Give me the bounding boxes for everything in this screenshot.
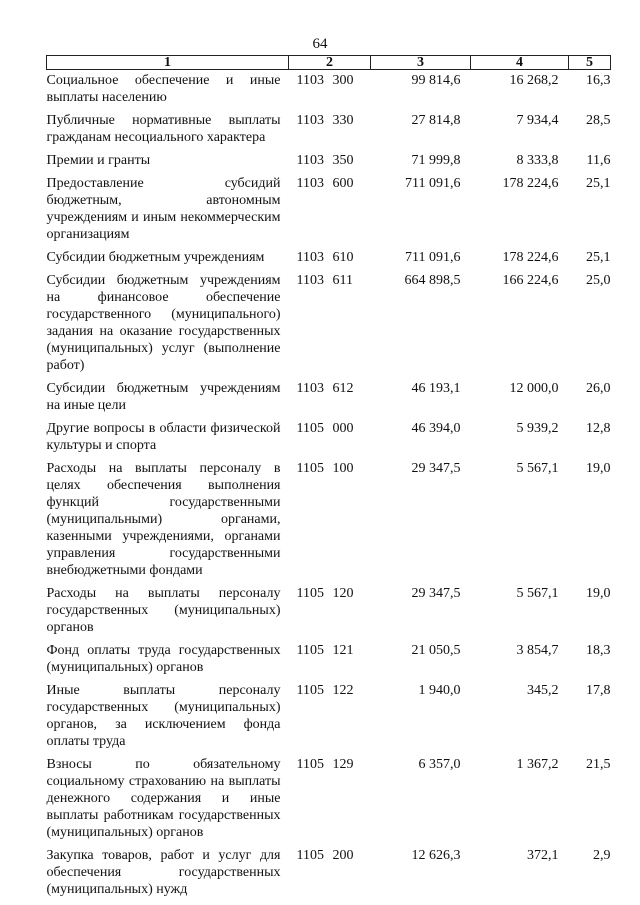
row-executed: 7 934,4 bbox=[516, 113, 559, 128]
row-code bbox=[289, 847, 371, 898]
row-percent: 25,1 bbox=[586, 176, 611, 191]
row-name: Взносы по обязательному социальному страхованию на выплаты денежного содержания и иные выплаты работникам государственных (муниципальных) органов bbox=[46, 757, 281, 840]
column-header-3: 3 bbox=[371, 56, 471, 70]
row-section: 1103 bbox=[296, 153, 324, 168]
row-section: 1103 bbox=[296, 250, 324, 265]
row-planned: 46 193,1 bbox=[411, 381, 461, 396]
row-section: 1103 bbox=[296, 113, 324, 128]
row-planned: 46 394,0 bbox=[411, 421, 461, 436]
row-percent: 25,0 bbox=[586, 273, 611, 288]
table-row bbox=[47, 70, 611, 113]
row-executed: 1 367,2 bbox=[516, 757, 559, 772]
row-section: 1103 bbox=[296, 73, 324, 88]
row-planned: 71 999,8 bbox=[411, 153, 461, 168]
row-planned: 99 814,6 bbox=[411, 73, 461, 88]
row-section: 1105 bbox=[296, 461, 324, 476]
row-executed: 372,1 bbox=[527, 848, 559, 863]
row-section: 1105 bbox=[296, 757, 324, 772]
row-name: Фонд оплаты труда государственных (муниципальных) органов bbox=[46, 643, 281, 675]
row-percent: 28,5 bbox=[586, 113, 611, 128]
table-row bbox=[47, 682, 611, 756]
table-row bbox=[47, 380, 611, 420]
row-expense-code: 129 bbox=[332, 757, 354, 772]
row-expense-code: 121 bbox=[332, 643, 354, 658]
row-code bbox=[289, 682, 371, 756]
row-code bbox=[289, 249, 371, 272]
row-percent: 11,6 bbox=[586, 153, 611, 168]
row-percent: 17,8 bbox=[586, 683, 611, 698]
row-expense-code: 600 bbox=[332, 176, 354, 191]
row-name: Расходы на выплаты персоналу в целях обеспечения выполнения функций государственными (муниципальными) органами, казенными учреждениями, органами управления государственными внебюджетными фондами bbox=[46, 461, 281, 578]
row-percent: 18,3 bbox=[586, 643, 611, 658]
table-row bbox=[47, 847, 611, 898]
row-code bbox=[289, 70, 371, 113]
row-planned: 664 898,5 bbox=[404, 273, 461, 288]
row-planned: 711 091,6 bbox=[405, 176, 461, 191]
table-row bbox=[47, 249, 611, 272]
row-planned: 29 347,5 bbox=[411, 461, 461, 476]
column-header-4: 4 bbox=[471, 56, 569, 70]
row-expense-code: 610 bbox=[332, 250, 354, 265]
row-expense-code: 100 bbox=[332, 461, 354, 476]
table-row bbox=[47, 152, 611, 175]
row-code bbox=[289, 272, 371, 380]
row-percent: 21,5 bbox=[586, 757, 611, 772]
row-planned: 12 626,3 bbox=[411, 848, 461, 863]
column-header-5: 5 bbox=[569, 56, 611, 70]
row-expense-code: 200 bbox=[332, 848, 354, 863]
page-number: 64 bbox=[312, 36, 328, 52]
row-expense-code: 611 bbox=[332, 273, 353, 288]
row-executed: 166 224,6 bbox=[502, 273, 559, 288]
row-executed: 3 854,7 bbox=[516, 643, 559, 658]
row-section: 1105 bbox=[296, 643, 324, 658]
row-name: Субсидии бюджетным учреждениям bbox=[46, 250, 265, 265]
column-header-1: 1 bbox=[47, 56, 289, 70]
row-executed: 178 224,6 bbox=[502, 176, 559, 191]
row-code bbox=[289, 460, 371, 585]
row-code bbox=[289, 585, 371, 642]
row-section: 1103 bbox=[296, 273, 324, 288]
row-code bbox=[289, 380, 371, 420]
row-expense-code: 122 bbox=[332, 683, 354, 698]
row-name: Субсидии бюджетным учреждениям на иные цели bbox=[46, 381, 281, 413]
table-row bbox=[47, 585, 611, 642]
row-section: 1105 bbox=[296, 848, 324, 863]
row-executed: 12 000,0 bbox=[509, 381, 559, 396]
row-name: Расходы на выплаты персоналу государственных (муниципальных) органов bbox=[46, 586, 281, 635]
row-planned: 711 091,6 bbox=[405, 250, 461, 265]
row-planned: 29 347,5 bbox=[411, 586, 461, 601]
row-executed: 8 333,8 bbox=[516, 153, 559, 168]
row-section: 1103 bbox=[296, 381, 324, 396]
row-name: Публичные нормативные выплаты гражданам несоциального характера bbox=[46, 113, 281, 145]
row-section: 1105 bbox=[296, 683, 324, 698]
row-planned: 21 050,5 bbox=[411, 643, 461, 658]
row-code bbox=[289, 112, 371, 152]
row-percent: 12,8 bbox=[586, 421, 611, 436]
table-row bbox=[47, 642, 611, 682]
row-expense-code: 350 bbox=[332, 153, 354, 168]
row-executed: 5 567,1 bbox=[516, 461, 559, 476]
table-body bbox=[47, 70, 611, 899]
row-expense-code: 612 bbox=[332, 381, 354, 396]
table-row bbox=[47, 420, 611, 460]
row-planned: 27 814,8 bbox=[411, 113, 461, 128]
row-executed: 5 939,2 bbox=[516, 421, 559, 436]
row-code bbox=[289, 642, 371, 682]
row-percent: 19,0 bbox=[586, 461, 611, 476]
row-code bbox=[289, 152, 371, 175]
row-name: Субсидии бюджетным учреждениям на финансовое обеспечение государственного (муниципального) задания на оказание государственных (муниципальных) услуг (выполнение работ) bbox=[46, 273, 281, 373]
budget-table bbox=[46, 55, 611, 898]
row-planned: 6 357,0 bbox=[418, 757, 461, 772]
row-expense-code: 000 bbox=[332, 421, 354, 436]
row-name: Иные выплаты персоналу государственных (муниципальных) органов, за исключением фонда оплаты труда bbox=[46, 683, 281, 749]
column-header-2: 2 bbox=[289, 56, 371, 70]
row-percent: 25,1 bbox=[586, 250, 611, 265]
row-section: 1103 bbox=[296, 176, 324, 191]
row-expense-code: 330 bbox=[332, 113, 354, 128]
row-executed: 178 224,6 bbox=[502, 250, 559, 265]
row-percent: 19,0 bbox=[586, 586, 611, 601]
row-planned: 1 940,0 bbox=[418, 683, 461, 698]
row-section: 1105 bbox=[296, 586, 324, 601]
row-code bbox=[289, 756, 371, 847]
row-code bbox=[289, 175, 371, 249]
row-name: Другие вопросы в области физической культуры и спорта bbox=[46, 421, 281, 453]
row-percent: 2,9 bbox=[593, 848, 611, 863]
row-code bbox=[289, 420, 371, 460]
row-name: Премии и гранты bbox=[46, 153, 151, 168]
table-row bbox=[47, 460, 611, 585]
row-expense-code: 300 bbox=[332, 73, 354, 88]
row-executed: 345,2 bbox=[527, 683, 559, 698]
row-section: 1105 bbox=[296, 421, 324, 436]
row-name: Закупка товаров, работ и услуг для обеспечения государственных (муниципальных) нужд bbox=[46, 848, 281, 897]
row-name: Социальное обеспечение и иные выплаты населению bbox=[46, 73, 281, 105]
row-executed: 16 268,2 bbox=[509, 73, 559, 88]
row-expense-code: 120 bbox=[332, 586, 354, 601]
row-percent: 16,3 bbox=[586, 73, 611, 88]
table-row bbox=[47, 175, 611, 249]
row-percent: 26,0 bbox=[586, 381, 611, 396]
table-row bbox=[47, 272, 611, 380]
table-row bbox=[47, 756, 611, 847]
table-header-row bbox=[47, 56, 611, 70]
row-name: Предоставление субсидий бюджетным, автономным учреждениям и иным некоммерческим организациям bbox=[46, 176, 281, 242]
table-row bbox=[47, 112, 611, 152]
row-executed: 5 567,1 bbox=[516, 586, 559, 601]
